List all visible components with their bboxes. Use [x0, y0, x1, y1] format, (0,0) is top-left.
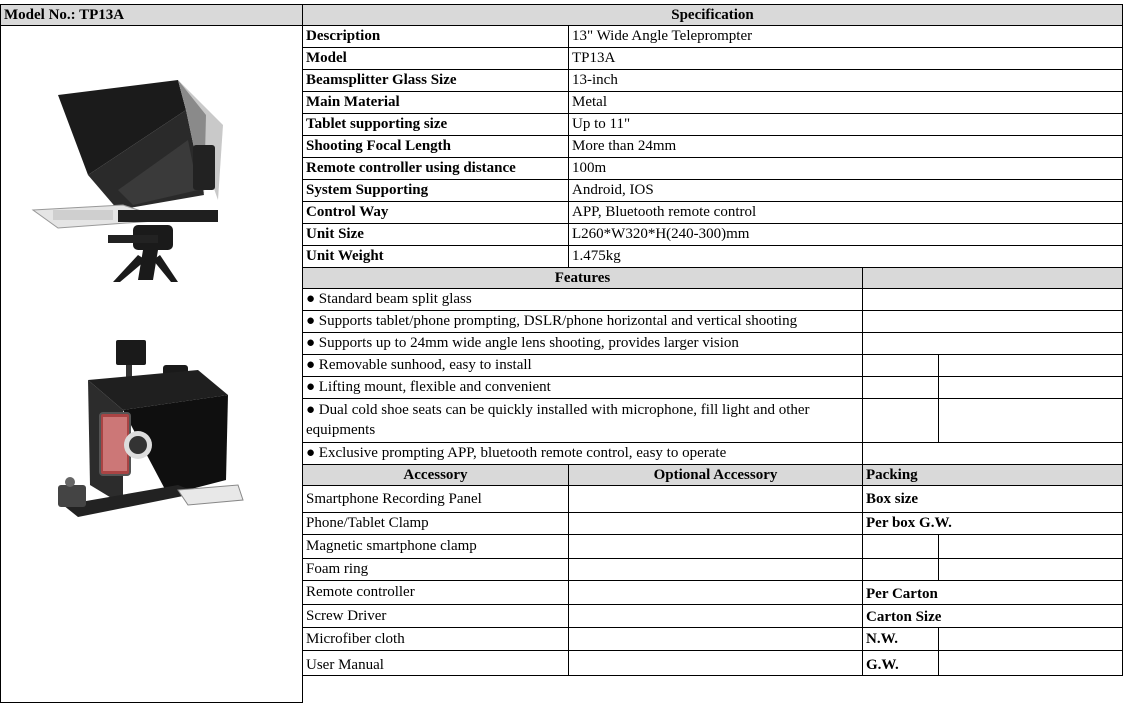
feature-side-cell: [862, 288, 1123, 311]
accessory-item: Phone/Tablet Clamp: [302, 512, 569, 535]
optional-accessory-cell: [568, 485, 863, 513]
feature-side-cell: [862, 442, 1123, 465]
spec-value: Android, IOS: [568, 179, 1123, 202]
features-header-spacer: [862, 267, 1123, 289]
optional-accessory-cell: [568, 580, 863, 605]
spec-label: Unit Weight: [302, 245, 569, 268]
spec-value: 13-inch: [568, 69, 1123, 92]
spec-label: Tablet supporting size: [302, 113, 569, 136]
packing-cell: [862, 534, 939, 559]
spec-value: Up to 11": [568, 113, 1123, 136]
feature-item: ● Exclusive prompting APP, bluetooth remote control, easy to operate: [302, 442, 863, 465]
spec-value: 1.475kg: [568, 245, 1123, 268]
accessory-item: Remote controller: [302, 580, 569, 605]
packing-cell: [938, 627, 1123, 651]
feature-item: ● Standard beam split glass: [302, 288, 863, 311]
packing-cell: [862, 558, 939, 581]
spec-label: Shooting Focal Length: [302, 135, 569, 158]
packing-label: Carton Size: [862, 604, 1123, 628]
feature-side-cell: [862, 332, 1123, 355]
spec-value: 100m: [568, 157, 1123, 180]
optional-accessory-cell: [568, 558, 863, 581]
spec-label: Description: [302, 25, 569, 48]
accessory-item: Smartphone Recording Panel: [302, 485, 569, 513]
optional-accessory-cell: [568, 512, 863, 535]
phone-teleprompter-photo: [48, 335, 263, 550]
specification-header: Specification: [302, 4, 1123, 26]
spec-value: More than 24mm: [568, 135, 1123, 158]
spec-label: Model: [302, 47, 569, 70]
feature-item: ● Removable sunhood, easy to install: [302, 354, 863, 377]
model-number-label: Model No.: TP13A: [0, 4, 303, 26]
spec-label: Unit Size: [302, 223, 569, 246]
packing-label: N.W.: [862, 627, 939, 651]
feature-side-cell: [862, 354, 939, 377]
packing-cell: [938, 650, 1123, 676]
spec-label: System Supporting: [302, 179, 569, 202]
accessory-item: Magnetic smartphone clamp: [302, 534, 569, 559]
optional-accessory-header: Optional Accessory: [568, 464, 863, 486]
teleprompter-photo: [28, 70, 258, 285]
accessory-item: Microfiber cloth: [302, 627, 569, 651]
features-header: Features: [302, 267, 863, 289]
feature-side-cell: [938, 354, 1123, 377]
feature-side-cell: [862, 310, 1123, 333]
spec-label: Control Way: [302, 201, 569, 224]
spec-value: 13" Wide Angle Teleprompter: [568, 25, 1123, 48]
accessory-header: Accessory: [302, 464, 569, 486]
spec-label: Remote controller using distance: [302, 157, 569, 180]
packing-cell: [938, 558, 1123, 581]
spec-value: APP, Bluetooth remote control: [568, 201, 1123, 224]
feature-item: ● Dual cold shoe seats can be quickly installed with microphone, fill light and other equipments: [302, 398, 863, 443]
spec-label: Beamsplitter Glass Size: [302, 69, 569, 92]
packing-cell: [938, 534, 1123, 559]
accessory-item: User Manual: [302, 650, 569, 676]
packing-label: Box size: [862, 485, 1123, 513]
accessory-item: Screw Driver: [302, 604, 569, 628]
spec-value: Metal: [568, 91, 1123, 114]
feature-item: ● Lifting mount, flexible and convenient: [302, 376, 863, 399]
spec-value: TP13A: [568, 47, 1123, 70]
feature-side-cell: [862, 376, 939, 399]
packing-header: Packing: [862, 464, 1123, 486]
optional-accessory-cell: [568, 627, 863, 651]
feature-side-cell: [862, 398, 939, 443]
packing-label: G.W.: [862, 650, 939, 676]
feature-side-cell: [938, 376, 1123, 399]
feature-item: ● Supports tablet/phone prompting, DSLR/phone horizontal and vertical shooting: [302, 310, 863, 333]
packing-label: Per box G.W.: [862, 512, 1123, 535]
spec-value: L260*W320*H(240-300)mm: [568, 223, 1123, 246]
optional-accessory-cell: [568, 650, 863, 676]
packing-label: Per Carton: [862, 580, 1123, 605]
feature-side-cell: [938, 398, 1123, 443]
spec-label: Main Material: [302, 91, 569, 114]
accessory-item: Foam ring: [302, 558, 569, 581]
feature-item: ● Supports up to 24mm wide angle lens shooting, provides larger vision: [302, 332, 863, 355]
optional-accessory-cell: [568, 534, 863, 559]
optional-accessory-cell: [568, 604, 863, 628]
